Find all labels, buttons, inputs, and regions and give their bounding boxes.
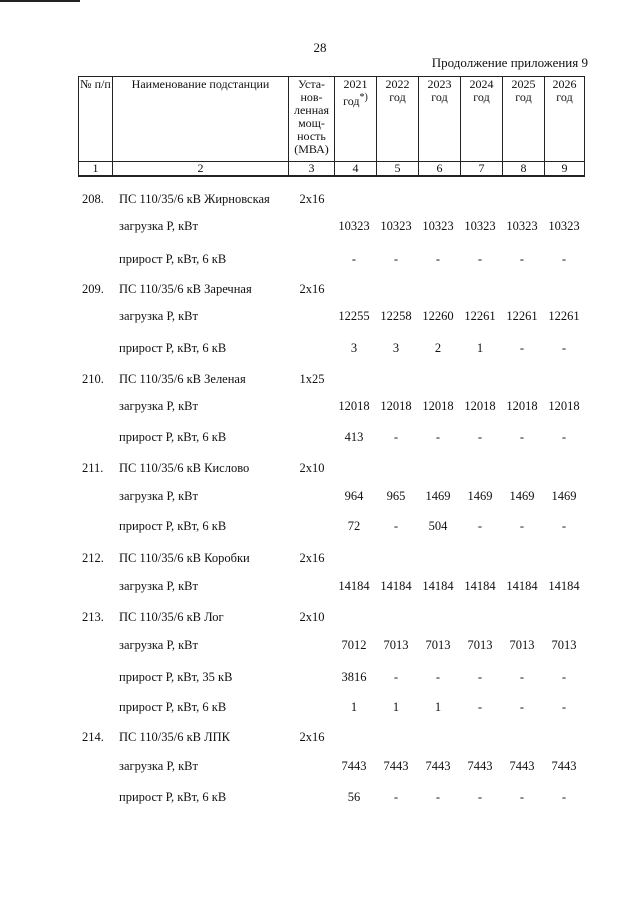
table-row bbox=[0, 308, 640, 324]
table-row bbox=[0, 218, 640, 234]
table-row bbox=[0, 729, 640, 745]
row-number: 213. bbox=[82, 610, 104, 624]
substation-name: ПС 110/35/6 кВ Коробки bbox=[119, 551, 250, 565]
value-cell: 12260 bbox=[422, 309, 454, 323]
value-cell: 1 bbox=[392, 700, 400, 714]
value-cell: 12018 bbox=[464, 399, 496, 413]
table-row bbox=[0, 758, 640, 774]
substation-name: ПС 110/35/6 кВ Кислово bbox=[119, 461, 250, 475]
value-cell: - bbox=[519, 519, 525, 533]
value-cell: - bbox=[477, 519, 483, 533]
value-cell: - bbox=[519, 700, 525, 714]
col-number: 6 bbox=[419, 162, 461, 177]
value-cell: 3 bbox=[392, 341, 400, 355]
value-cell: 10323 bbox=[464, 219, 496, 233]
value-cell: - bbox=[561, 519, 567, 533]
value-cell: 10323 bbox=[548, 219, 580, 233]
value-cell: 10323 bbox=[506, 219, 538, 233]
col-number: 4 bbox=[335, 162, 377, 177]
value-cell: 504 bbox=[428, 519, 448, 533]
value-cell: - bbox=[519, 341, 525, 355]
row-label: загрузка Р, кВт bbox=[119, 638, 198, 652]
value-cell: 1469 bbox=[425, 489, 451, 503]
table-row bbox=[0, 550, 640, 566]
value-cell: 12018 bbox=[506, 399, 538, 413]
table-row bbox=[0, 578, 640, 594]
row-label: загрузка Р, кВт bbox=[119, 399, 198, 413]
value-cell: - bbox=[435, 790, 441, 804]
value-cell: 3 bbox=[350, 341, 358, 355]
substation-name: ПС 110/35/6 кВ ЛПК bbox=[119, 730, 230, 744]
value-cell: 14184 bbox=[548, 579, 580, 593]
value-cell: 7443 bbox=[509, 759, 535, 773]
table-row bbox=[0, 488, 640, 504]
col-header-year-2021: 2021 год*) bbox=[335, 77, 377, 162]
value-cell: - bbox=[561, 790, 567, 804]
row-label: загрузка Р, кВт bbox=[119, 489, 198, 503]
value-cell: - bbox=[393, 790, 399, 804]
value-cell: - bbox=[561, 430, 567, 444]
capacity-cell: 2х16 bbox=[299, 192, 325, 206]
col-header-name: Наименование подстанции bbox=[113, 77, 289, 162]
row-number: 211. bbox=[82, 461, 104, 475]
col-number: 3 bbox=[289, 162, 335, 177]
value-cell: - bbox=[519, 670, 525, 684]
substation-name: ПС 110/35/6 кВ Лог bbox=[119, 610, 224, 624]
value-cell: 12258 bbox=[380, 309, 412, 323]
col-number: 2 bbox=[113, 162, 289, 177]
col-header-capacity: Уста-нов-ленная мощ-ность (МВА) bbox=[289, 77, 335, 162]
value-cell: 14184 bbox=[506, 579, 538, 593]
value-cell: - bbox=[477, 700, 483, 714]
value-cell: 14184 bbox=[464, 579, 496, 593]
capacity-cell: 2х16 bbox=[299, 551, 325, 565]
substation-name: ПС 110/35/6 кВ Зеленая bbox=[119, 372, 246, 386]
col-header-num: № п/п bbox=[79, 77, 113, 162]
value-cell: 12018 bbox=[338, 399, 370, 413]
table-row bbox=[0, 429, 640, 445]
row-label: прирост Р, кВт, 35 кВ bbox=[119, 670, 233, 684]
table-row bbox=[0, 191, 640, 207]
row-label: прирост Р, кВт, 6 кВ bbox=[119, 790, 227, 804]
value-cell: 965 bbox=[386, 489, 406, 503]
value-cell: 14184 bbox=[422, 579, 454, 593]
row-label: прирост Р, кВт, 6 кВ bbox=[119, 700, 227, 714]
value-cell: 7013 bbox=[383, 638, 409, 652]
value-cell: - bbox=[519, 252, 525, 266]
value-cell: 7443 bbox=[341, 759, 367, 773]
value-cell: 12261 bbox=[548, 309, 580, 323]
row-label: прирост Р, кВт, 6 кВ bbox=[119, 519, 227, 533]
table-row bbox=[0, 460, 640, 476]
row-number: 210. bbox=[82, 372, 104, 386]
value-cell: 12261 bbox=[464, 309, 496, 323]
row-number: 208. bbox=[82, 192, 104, 206]
value-cell: 1469 bbox=[509, 489, 535, 503]
table-row bbox=[0, 340, 640, 356]
value-cell: 7443 bbox=[551, 759, 577, 773]
row-label: прирост Р, кВт, 6 кВ bbox=[119, 252, 227, 266]
footnote-mark: *) bbox=[359, 92, 368, 103]
value-cell: 3816 bbox=[341, 670, 367, 684]
value-cell: 12255 bbox=[338, 309, 370, 323]
value-cell: 7012 bbox=[341, 638, 367, 652]
row-number: 212. bbox=[82, 551, 104, 565]
table-row bbox=[0, 518, 640, 534]
value-cell: 1 bbox=[476, 341, 484, 355]
col-number: 1 bbox=[79, 162, 113, 177]
value-cell: - bbox=[477, 252, 483, 266]
value-cell: - bbox=[477, 430, 483, 444]
row-number: 214. bbox=[82, 730, 104, 744]
value-cell: 10323 bbox=[338, 219, 370, 233]
value-cell: 10323 bbox=[422, 219, 454, 233]
value-cell: - bbox=[435, 252, 441, 266]
row-label: прирост Р, кВт, 6 кВ bbox=[119, 430, 227, 444]
value-cell: 1469 bbox=[551, 489, 577, 503]
col-header-year-2025: 2025 год bbox=[503, 77, 545, 162]
value-cell: - bbox=[351, 252, 357, 266]
value-cell: - bbox=[561, 670, 567, 684]
table-row bbox=[0, 789, 640, 805]
value-cell: 12018 bbox=[380, 399, 412, 413]
table-row bbox=[0, 251, 640, 267]
value-cell: - bbox=[561, 252, 567, 266]
substation-name: ПС 110/35/6 кВ Заречная bbox=[119, 282, 252, 296]
table-row bbox=[0, 398, 640, 414]
col-number: 7 bbox=[461, 162, 503, 177]
value-cell: 14184 bbox=[338, 579, 370, 593]
page-number: 28 bbox=[313, 40, 327, 55]
capacity-cell: 2х16 bbox=[299, 282, 325, 296]
value-cell: 964 bbox=[344, 489, 364, 503]
value-cell: 7013 bbox=[551, 638, 577, 652]
value-cell: - bbox=[477, 670, 483, 684]
table-row bbox=[0, 669, 640, 685]
col-number: 5 bbox=[377, 162, 419, 177]
value-cell: - bbox=[393, 670, 399, 684]
value-cell: - bbox=[393, 430, 399, 444]
value-cell: 10323 bbox=[380, 219, 412, 233]
value-cell: 7443 bbox=[467, 759, 493, 773]
value-cell: - bbox=[561, 341, 567, 355]
value-cell: - bbox=[519, 790, 525, 804]
value-cell: - bbox=[393, 252, 399, 266]
row-label: прирост Р, кВт, 6 кВ bbox=[119, 341, 227, 355]
value-cell: 7013 bbox=[509, 638, 535, 652]
col-number: 9 bbox=[545, 162, 585, 177]
value-cell: 12261 bbox=[506, 309, 538, 323]
table-row bbox=[0, 371, 640, 387]
value-cell: 2 bbox=[434, 341, 442, 355]
col-header-year-2023: 2023 год bbox=[419, 77, 461, 162]
value-cell: 1469 bbox=[467, 489, 493, 503]
table-row bbox=[0, 699, 640, 715]
col-number: 8 bbox=[503, 162, 545, 177]
table-row bbox=[0, 281, 640, 297]
value-cell: 1 bbox=[350, 700, 358, 714]
capacity-cell: 2х16 bbox=[299, 730, 325, 744]
value-cell: - bbox=[477, 790, 483, 804]
value-cell: 7013 bbox=[467, 638, 493, 652]
row-label: загрузка Р, кВт bbox=[119, 579, 198, 593]
row-number: 209. bbox=[82, 282, 104, 296]
value-cell: - bbox=[561, 700, 567, 714]
value-cell: 14184 bbox=[380, 579, 412, 593]
row-label: загрузка Р, кВт bbox=[119, 759, 198, 773]
value-cell: 72 bbox=[347, 519, 361, 533]
col-header-year-2026: 2026 год bbox=[545, 77, 585, 162]
value-cell: 12018 bbox=[422, 399, 454, 413]
row-label: загрузка Р, кВт bbox=[119, 219, 198, 233]
value-cell: 7443 bbox=[383, 759, 409, 773]
value-cell: 1 bbox=[434, 700, 442, 714]
col-header-year-2024: 2024 год bbox=[461, 77, 503, 162]
table-row bbox=[0, 637, 640, 653]
value-cell: 7443 bbox=[425, 759, 451, 773]
capacity-cell: 2х10 bbox=[299, 461, 325, 475]
continuation-note: Продолжение приложения 9 bbox=[431, 55, 588, 70]
substation-name: ПС 110/35/6 кВ Жирновская bbox=[119, 192, 270, 206]
value-cell: 12018 bbox=[548, 399, 580, 413]
value-cell: - bbox=[435, 670, 441, 684]
value-cell: 7013 bbox=[425, 638, 451, 652]
capacity-cell: 1х25 bbox=[299, 372, 325, 386]
col-header-year-2022: 2022 год bbox=[377, 77, 419, 162]
table-row bbox=[0, 609, 640, 625]
capacity-cell: 2х10 bbox=[299, 610, 325, 624]
value-cell: 413 bbox=[344, 430, 364, 444]
row-label: загрузка Р, кВт bbox=[119, 309, 198, 323]
value-cell: - bbox=[519, 430, 525, 444]
value-cell: - bbox=[393, 519, 399, 533]
value-cell: 56 bbox=[347, 790, 361, 804]
value-cell: - bbox=[435, 430, 441, 444]
